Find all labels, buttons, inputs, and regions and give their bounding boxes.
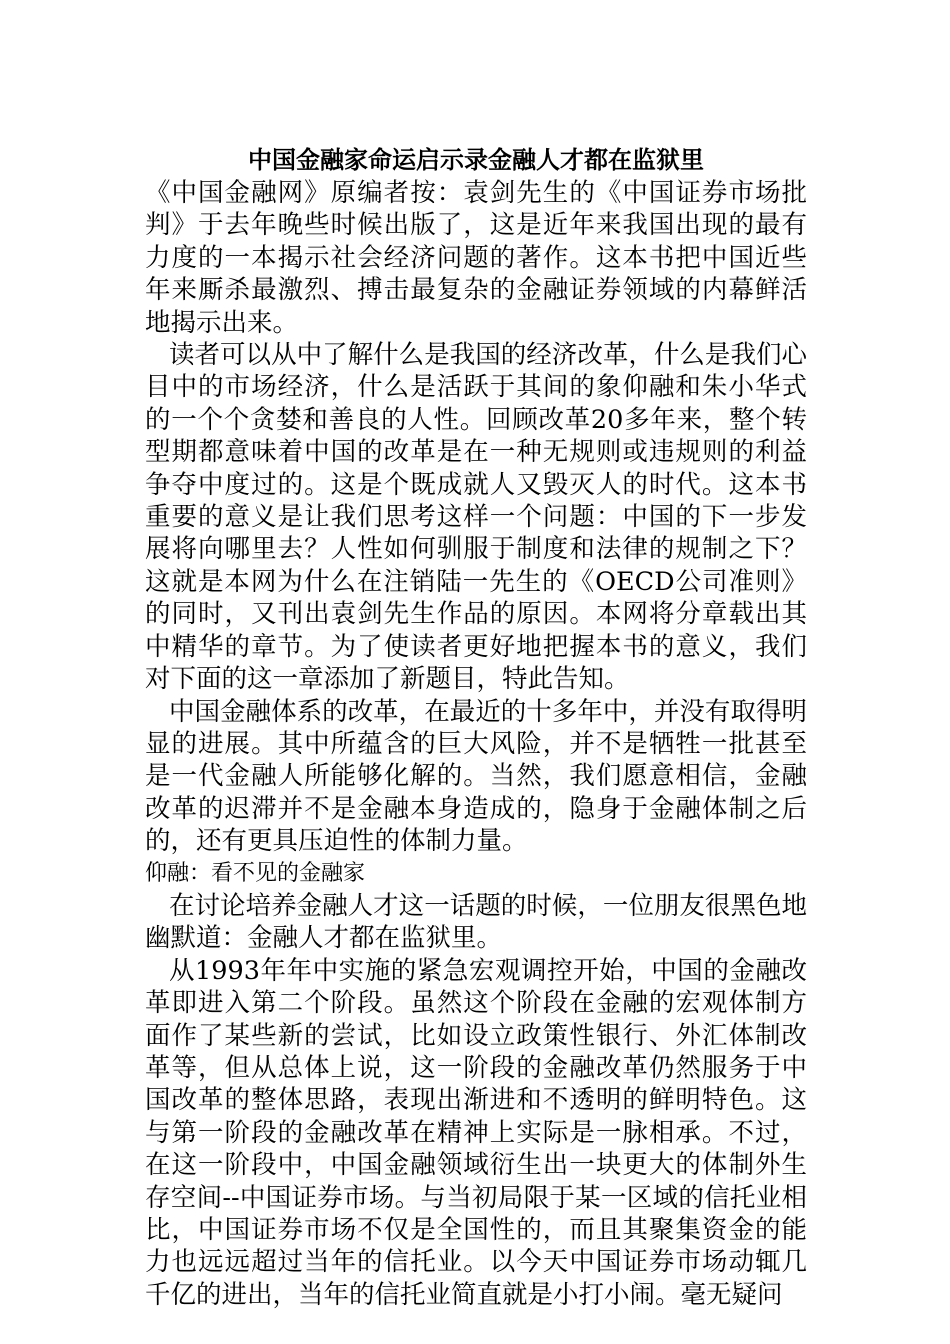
body-paragraph: 中国金融体系的改革，在最近的十多年中，并没有取得明显的进展。其中所蕴含的巨大风险，并不是牺牲一批甚至是一代金融人所能够化解的。当然，我们愿意相信，金融改革的迟滞并不是金融本身造成的，隐身于金融体制之后的，还有更具压迫性的体制力量。: [145, 696, 807, 857]
body-paragraph: 从1993年年中实施的紧急宏观调控开始，中国的金融改革即进入第二个阶段。虽然这个阶段在金融的宏观体制方面作了某些新的尝试，比如设立政策性银行、外汇体制改革等，但从总体上说，这一阶段的金融改革仍然服务于中国改革的整体思路，表现出渐进和不透明的鲜明特色。这与第一阶段的金融改革在精神上实际是一脉相承。不过，在这一阶段中，中国金融领域衍生出一块更大的体制外生存空间--中国证券市场。与当初局限于某一区域的信托业相比，中国证券市场不仅是全国性的，而且其聚集资金的能力也远远超过当年的信托业。以今天中国证券市场动辄几千亿的进出，当年的信托业简直就是小打小闹。毫无疑问: [145, 955, 807, 1310]
editor-note-paragraph: 《中国金融网》原编者按：袁剑先生的《中国证券市场批判》于去年晚些时候出版了，这是近年来我国出现的最有力度的一本揭示社会经济问题的著作。这本书把中国近些年来厮杀最激烈、搏击最复杂的金融证券领域的内幕鲜活地揭示出来。: [145, 178, 807, 338]
body-paragraph: 读者可以从中了解什么是我国的经济改革，什么是我们心目中的市场经济，什么是活跃于其间的象仰融和朱小华式的一个个贪婪和善良的人性。回顾改革20多年来，整个转型期都意味着中国的改革是在一种无规则或违规则的利益争夺中度过的。这是个既成就人又毁灭人的时代。这本书重要的意义是让我们思考这样一个问题：中国的下一步发展将向哪里去？人性如何驯服于制度和法律的规制之下？这就是本网为什么在注销陆一先生的《OECD公司准则》的同时，又刊出袁剑先生作品的原因。本网将分章载出其中精华的章节。为了使读者更好地把握本书的意义，我们对下面的这一章添加了新题目，特此告知。: [145, 340, 807, 695]
document-title: 中国金融家命运启示录金融人才都在监狱里: [248, 145, 704, 174]
document-page: [145, 143, 807, 1311]
body-paragraph: 在讨论培养金融人才这一话题的时候，一位朋友很黑色地幽默道：金融人才都在监狱里。: [145, 890, 807, 954]
section-heading: 仰融：看不见的金融家: [145, 860, 366, 886]
